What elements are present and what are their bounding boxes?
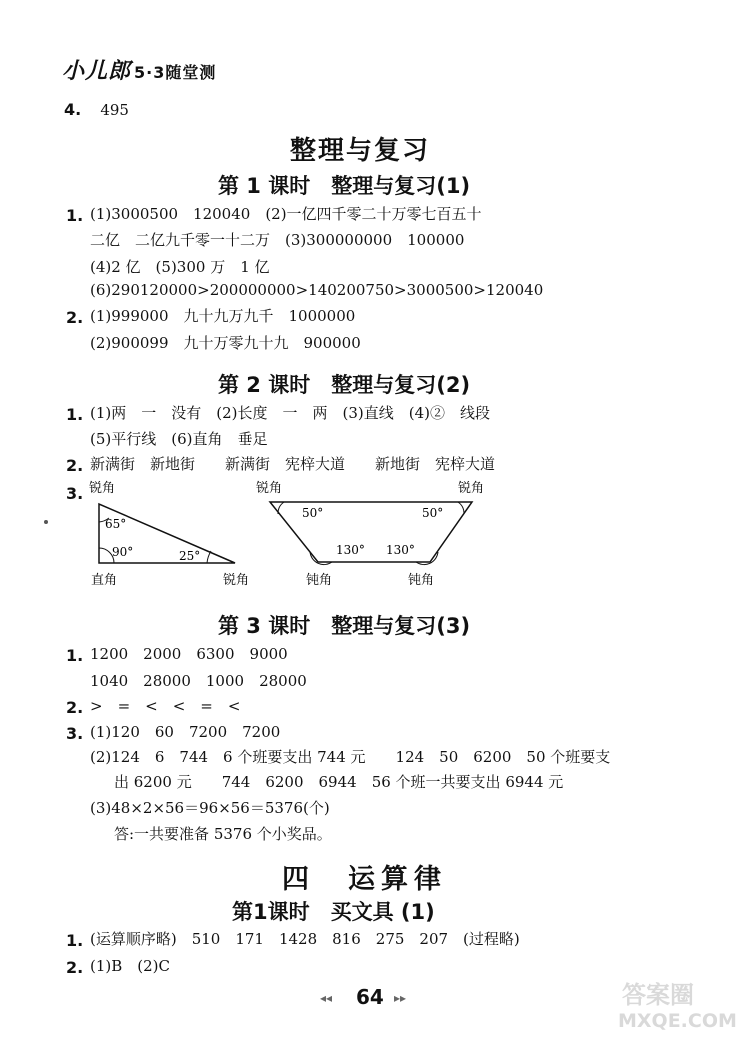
angle-type-label: 锐角 (223, 573, 250, 588)
brand-name: 小儿郎 (62, 59, 132, 84)
angle-type-label: 锐角 (256, 481, 283, 496)
answer-line: 出 6200 元 744 6200 6944 56 个班一共要支出 6944 元 (114, 773, 564, 791)
trapezoid-figure (250, 474, 490, 592)
angle-arc (207, 551, 211, 563)
angle-type-label: 钝角 (306, 573, 333, 588)
answer-line: 答:一共要准备 5376 个小奖品。 (114, 825, 332, 843)
angle-type-label: 锐角 (89, 481, 116, 496)
angle-value: 50° (302, 506, 324, 520)
answer-line: 二亿 二亿九千零一十二万 (3)300000000 100000 (90, 231, 465, 249)
question-number: 1. (66, 206, 84, 225)
angle-type-label: 钝角 (408, 573, 435, 588)
watermark-url: MXQE.COM (618, 1010, 737, 1032)
question-number: 3. (66, 724, 84, 743)
angle-value: 25° (179, 549, 201, 563)
page-number: 64 (356, 985, 384, 1009)
question-number: 3. (66, 484, 84, 503)
question-number: 2. (66, 308, 84, 327)
answer-line: (3)48×2×56＝96×56＝5376(个) (90, 799, 330, 817)
question-number: 2. (66, 456, 84, 475)
question-number: 2. (66, 958, 84, 977)
answer-line: > = < < = < (90, 697, 241, 715)
prev-answer (64, 100, 129, 119)
right-triangle-figure (85, 474, 265, 592)
angle-value: 50° (422, 506, 444, 520)
answer-line: (2)124 6 744 6 个班要支出 744 元 124 50 6200 50 个班要支 (90, 748, 611, 766)
lesson-title: 第1课时 买文具 (1) (232, 900, 435, 924)
answer-line: (1)120 60 7200 7200 (90, 723, 281, 741)
question-number: 1. (66, 646, 84, 665)
answer-line: (1)999000 九十九万九千 1000000 (90, 307, 356, 325)
question-number: 1. (66, 405, 84, 424)
lesson-title: 第 2 课时 整理与复习(2) (218, 373, 471, 397)
answer-line: 1200 2000 6300 9000 (90, 645, 288, 663)
answer-line: (2)900099 九十万零九十九 900000 (90, 334, 361, 352)
answer-line: (1)两 一 没有 (2)长度 一 两 (3)直线 (4)② 线段 (90, 404, 490, 422)
angle-value: 65° (105, 517, 127, 531)
answer-line: (5)平行线 (6)直角 垂足 (90, 430, 268, 448)
angle-arc (458, 502, 464, 514)
lesson-title: 第 1 课时 整理与复习(1) (218, 174, 471, 198)
dot-mark (44, 520, 48, 524)
lesson-title: 第 3 课时 整理与复习(3) (218, 614, 471, 638)
answer-line: (运算顺序略) 510 171 1428 816 275 207 (过程略) (90, 930, 520, 948)
watermark-logo: 答案圈 (622, 981, 694, 1009)
answer-line: 1040 28000 1000 28000 (90, 672, 307, 690)
angle-type-label: 直角 (91, 573, 118, 588)
answer-text: 495 (100, 101, 129, 119)
section-title: 四 运算律 (282, 864, 447, 895)
answer-line: (1)3000500 120040 (2)一亿四千零二十万零七百五十 (90, 205, 482, 223)
angle-value: 130° (386, 543, 415, 557)
next-arrows-icon: ▸▸ (394, 991, 407, 1005)
question-number: 2. (66, 698, 84, 717)
angle-value: 90° (112, 545, 134, 559)
section-title: 整理与复习 (290, 136, 431, 166)
answer-line: 新满街 新地街 新满街 宪梓大道 新地街 宪梓大道 (90, 455, 496, 473)
header-logo (62, 54, 216, 85)
prev-arrows-icon: ◂◂ (320, 991, 333, 1005)
answer-line: (1)B (2)C (90, 957, 170, 975)
header-subtitle: 5·3随堂测 (134, 63, 217, 82)
angle-type-label: 锐角 (458, 481, 485, 496)
angle-value: 130° (336, 543, 365, 557)
question-number: 1. (66, 931, 84, 950)
answer-line: (4)2 亿 (5)300 万 1 亿 (90, 258, 270, 276)
answer-line: (6)290120000>200000000>140200750>3000500>120040 (90, 281, 544, 299)
question-number: 4. (64, 100, 82, 119)
